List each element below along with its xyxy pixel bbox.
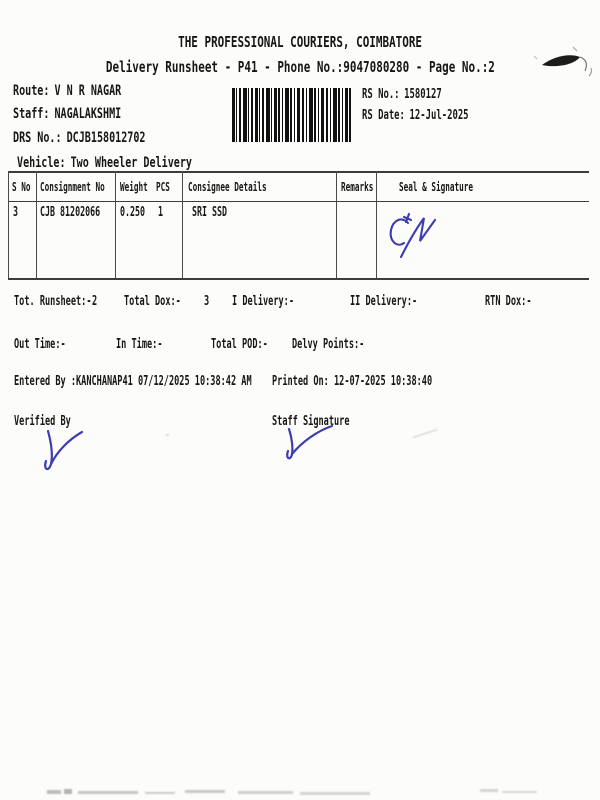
rs-date-line [362, 108, 469, 122]
entered-by-text: Entered By :KANCHANAP41 07/12/2025 10:38:42 AM [14, 374, 252, 389]
row-cell-consignee: SRI SSD [192, 205, 228, 220]
table-col-line-left [8, 171, 9, 278]
tot-runsheet-value: 2 [92, 294, 98, 309]
scan-edge-smudge [47, 790, 61, 794]
drs-label: DRS No.: [13, 130, 62, 146]
row-cell-s-no: 3 [13, 205, 19, 220]
scan-edge-smudge [78, 791, 138, 794]
rtn-dox-label: RTN Dox:- [485, 294, 532, 309]
table-col-line-2 [115, 171, 116, 278]
scan-edge-smudge [480, 789, 498, 792]
table-top-border [8, 171, 589, 173]
total-pod-label: Total POD:- [211, 337, 268, 352]
rs-no-label: RS No.: [362, 86, 400, 102]
ink-smudge-icon [533, 46, 598, 84]
cn-signature-icon [388, 206, 438, 264]
barcode-icon [232, 88, 352, 142]
col-header-consignment: Consignment No [40, 180, 105, 194]
i-delivery-label: I Delivery:- [232, 294, 294, 309]
route-line [13, 84, 121, 99]
delvy-points-label: Delvy Points:- [292, 337, 365, 352]
total-dox-label: Total Dox:- [124, 294, 181, 309]
table-col-line-4 [336, 171, 337, 278]
scan-edge-smudge [145, 792, 175, 794]
table-header-border [8, 201, 589, 202]
table-col-line-5 [376, 171, 377, 278]
vehicle-line [17, 156, 192, 171]
staff-signature-label: Staff Signature [272, 414, 350, 429]
company-title-text: THE PROFESSIONAL COURIERS, COIMBATORE [178, 33, 422, 51]
scan-edge-smudge [185, 790, 225, 793]
table-col-line-3 [182, 171, 183, 278]
col-header-s-no: S No [12, 180, 31, 194]
scan-edge-smudge [238, 791, 293, 794]
verified-by-label: Verified By [14, 414, 71, 429]
tot-runsheet-label: Tot. Runsheet:- [14, 294, 92, 309]
in-time-label: In Time:- [116, 337, 163, 352]
col-header-weight: Weight [120, 180, 148, 194]
row-cell-consignment: CJB 81202066 [40, 205, 101, 220]
drs-value: DCJB158012702 [66, 130, 146, 146]
rs-no-value: 1580127 [404, 86, 442, 102]
staff-signature-icon [280, 424, 336, 466]
col-header-pcs: PCS [156, 180, 170, 194]
runsheet-subtitle-text: Delivery Runsheet - P41 - Phone No.:9047080280 - Page No.:2 [105, 58, 495, 76]
col-header-remarks: Remarks [341, 180, 374, 194]
staff-line [13, 107, 121, 122]
scan-edge-smudge [502, 791, 537, 793]
route-label: Route: [13, 83, 50, 99]
rs-date-label: RS Date: [362, 107, 405, 123]
col-header-seal: Seal & Signature [399, 180, 473, 194]
total-dox-value: 3 [204, 294, 210, 309]
scan-edge-smudge [64, 789, 72, 794]
scan-speck [412, 429, 437, 438]
printed-on-text: Printed On: 12-07-2025 10:38:40 [272, 374, 433, 389]
drs-line [13, 131, 145, 146]
scan-edge-smudge [300, 792, 370, 795]
staff-label: Staff: [13, 106, 50, 122]
ii-delivery-label: II Delivery:- [350, 294, 418, 309]
row-cell-pcs: 1 [158, 205, 164, 220]
staff-value: NAGALAKSHMI [54, 106, 122, 122]
vehicle-value: Two Wheeler Delivery [70, 155, 192, 171]
table-bottom-border [8, 278, 589, 280]
vehicle-label: Vehicle: [17, 155, 66, 171]
rs-no-line [362, 87, 442, 101]
rs-date-value: 12-Jul-2025 [409, 107, 469, 123]
scan-speck [166, 434, 169, 436]
route-value: V N R NAGAR [54, 83, 122, 99]
row-cell-weight: 0.250 [120, 205, 146, 220]
table-col-line-1 [36, 171, 37, 278]
verified-signature-icon [38, 428, 88, 476]
page-subtitle [0, 57, 600, 76]
page-title [0, 32, 600, 51]
col-header-consignee: Consignee Details [188, 180, 267, 194]
out-time-label: Out Time:- [14, 337, 66, 352]
